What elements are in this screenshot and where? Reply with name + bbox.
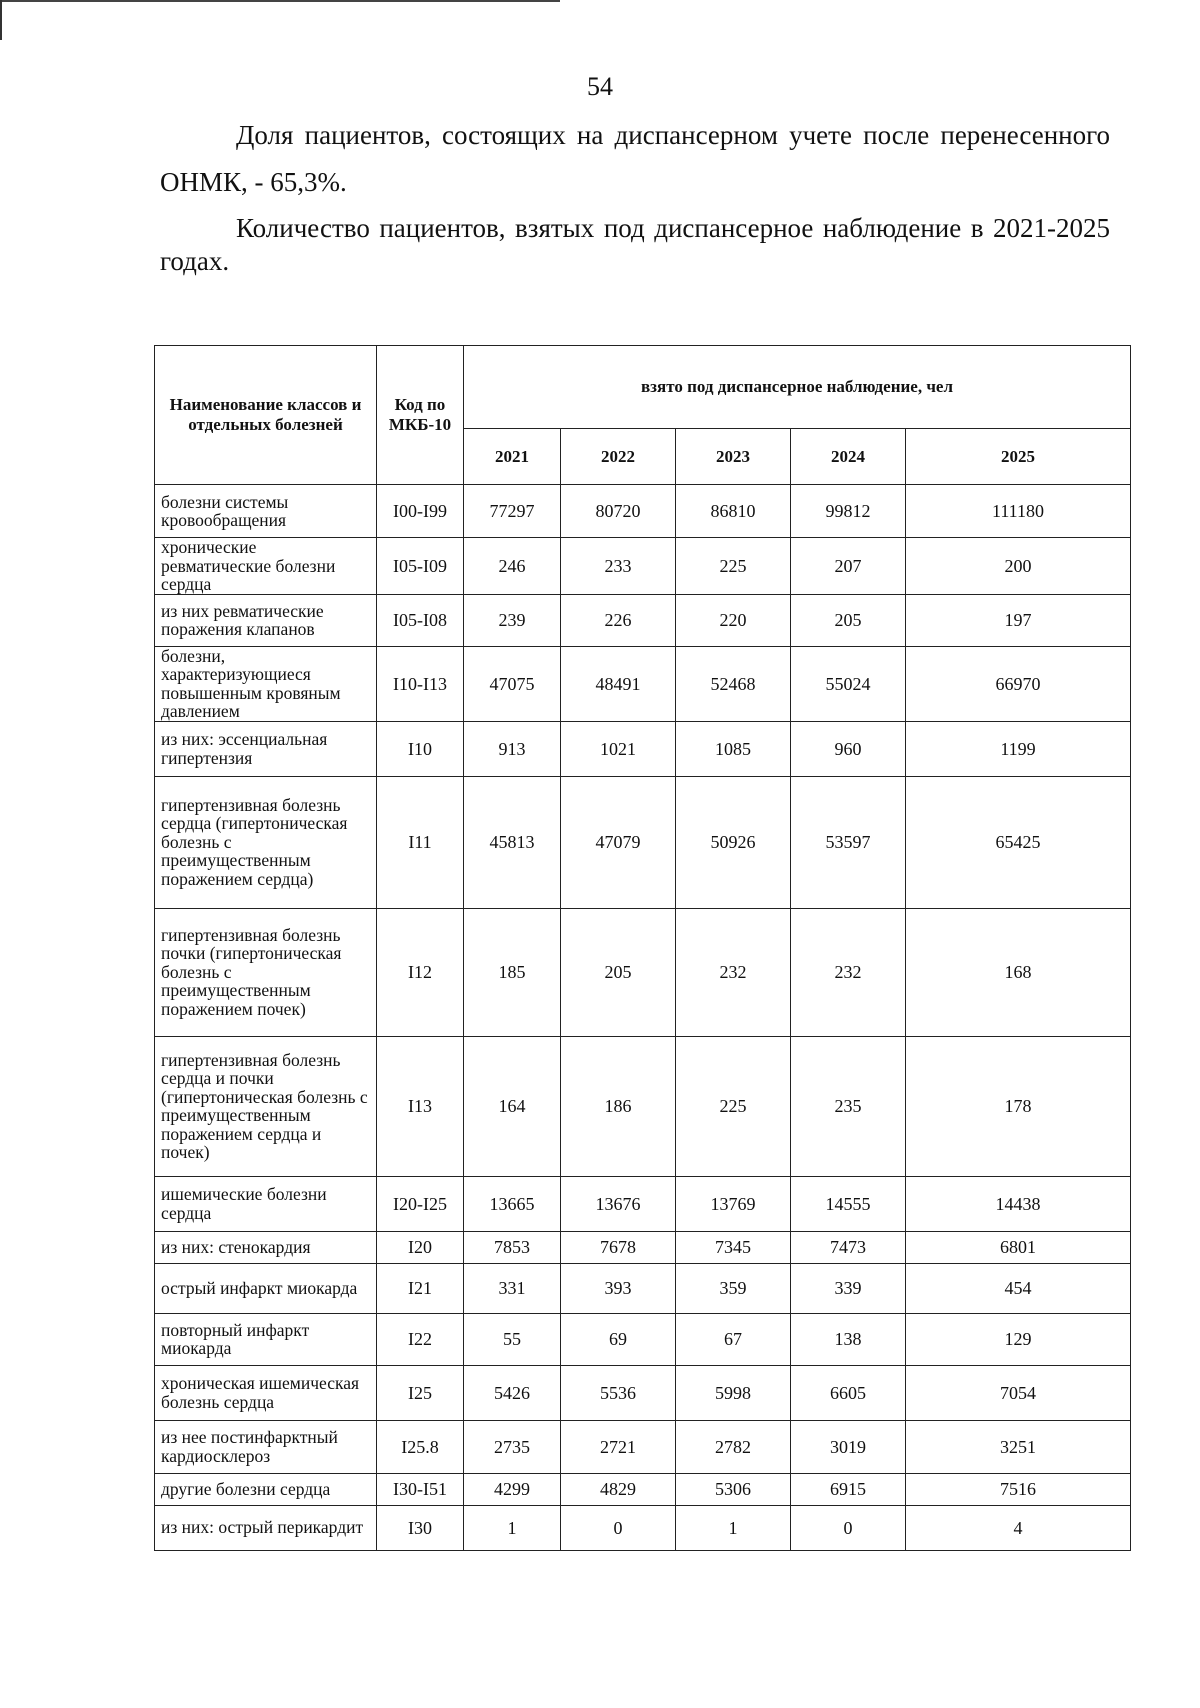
icd-code-cell: I25 xyxy=(377,1365,464,1420)
value-cell: 205 xyxy=(791,594,906,646)
disease-name-cell: хроническая ишемическая болезнь сердца xyxy=(155,1365,377,1420)
icd-code-cell: I10 xyxy=(377,721,464,776)
value-cell: 232 xyxy=(676,908,791,1036)
icd-code-cell: I05-I09 xyxy=(377,538,464,595)
scan-edge-top xyxy=(0,0,560,2)
value-cell: 359 xyxy=(676,1263,791,1313)
table-row xyxy=(155,908,1131,1036)
value-cell: 164 xyxy=(464,1036,561,1176)
icd-code-cell: I11 xyxy=(377,776,464,908)
value-cell: 55 xyxy=(464,1313,561,1365)
header-year: 2021 xyxy=(464,429,561,485)
value-cell: 45813 xyxy=(464,776,561,908)
value-cell: 186 xyxy=(561,1036,676,1176)
value-cell: 6605 xyxy=(791,1365,906,1420)
value-cell: 14438 xyxy=(906,1176,1131,1231)
value-cell: 3019 xyxy=(791,1420,906,1473)
value-cell: 1085 xyxy=(676,721,791,776)
value-cell: 55024 xyxy=(791,646,906,721)
disease-name-cell: гипертензивная болезнь сердца и почки (гипертоническая болезнь с преимущественным поражением сердца и почек) xyxy=(155,1036,377,1176)
header-year: 2024 xyxy=(791,429,906,485)
disease-name-cell: из нее постинфарктный кардиосклероз xyxy=(155,1420,377,1473)
value-cell: 48491 xyxy=(561,646,676,721)
paragraph-count: Количество пациентов, взятых под диспансерное наблюдение в 2021-2025 годах. xyxy=(160,213,1110,276)
value-cell: 331 xyxy=(464,1263,561,1313)
value-cell: 339 xyxy=(791,1263,906,1313)
value-cell: 13676 xyxy=(561,1176,676,1231)
table-row xyxy=(155,776,1131,908)
table-row xyxy=(155,1036,1131,1176)
value-cell: 52468 xyxy=(676,646,791,721)
paragraph-share: Доля пациентов, состоящих на диспансерном учете после перенесенного ОНМК, - 65,3%. xyxy=(160,120,1110,197)
icd-code-cell: I22 xyxy=(377,1313,464,1365)
value-cell: 86810 xyxy=(676,485,791,538)
disease-name-cell: хронические ревматические болезни сердца xyxy=(155,538,377,595)
table-row xyxy=(155,485,1131,538)
value-cell: 6801 xyxy=(906,1231,1131,1263)
table-row xyxy=(155,1313,1131,1365)
value-cell: 80720 xyxy=(561,485,676,538)
table-row xyxy=(155,1263,1131,1313)
table-row xyxy=(155,1505,1131,1550)
value-cell: 232 xyxy=(791,908,906,1036)
icd-code-cell: I12 xyxy=(377,908,464,1036)
icd-code-cell: I05-I08 xyxy=(377,594,464,646)
value-cell: 1199 xyxy=(906,721,1131,776)
value-cell: 66970 xyxy=(906,646,1131,721)
disease-name-cell: другие болезни сердца xyxy=(155,1473,377,1505)
value-cell: 0 xyxy=(791,1505,906,1550)
value-cell: 225 xyxy=(676,1036,791,1176)
value-cell: 197 xyxy=(906,594,1131,646)
value-cell: 168 xyxy=(906,908,1131,1036)
header-group: взято под диспансерное наблюдение, чел xyxy=(464,346,1131,429)
scan-edge-left xyxy=(0,0,2,40)
table-row xyxy=(155,1473,1131,1505)
value-cell: 4829 xyxy=(561,1473,676,1505)
disease-name-cell: гипертензивная болезнь сердца (гипертоническая болезнь с преимущественным поражением сердца) xyxy=(155,776,377,908)
disease-name-cell: острый инфаркт миокарда xyxy=(155,1263,377,1313)
value-cell: 65425 xyxy=(906,776,1131,908)
value-cell: 205 xyxy=(561,908,676,1036)
icd-code-cell: I21 xyxy=(377,1263,464,1313)
value-cell: 0 xyxy=(561,1505,676,1550)
value-cell: 393 xyxy=(561,1263,676,1313)
header-code: Код по МКБ-10 xyxy=(377,346,464,485)
table-row xyxy=(155,594,1131,646)
value-cell: 7853 xyxy=(464,1231,561,1263)
value-cell: 7054 xyxy=(906,1365,1131,1420)
value-cell: 2735 xyxy=(464,1420,561,1473)
page-number: 54 xyxy=(587,72,613,101)
value-cell: 13769 xyxy=(676,1176,791,1231)
value-cell: 233 xyxy=(561,538,676,595)
value-cell: 246 xyxy=(464,538,561,595)
value-cell: 14555 xyxy=(791,1176,906,1231)
value-cell: 111180 xyxy=(906,485,1131,538)
disease-name-cell: из них: стенокардия xyxy=(155,1231,377,1263)
value-cell: 178 xyxy=(906,1036,1131,1176)
disease-name-cell: из них ревматические поражения клапанов xyxy=(155,594,377,646)
disease-name-cell: из них: острый перикардит xyxy=(155,1505,377,1550)
value-cell: 913 xyxy=(464,721,561,776)
value-cell: 5536 xyxy=(561,1365,676,1420)
value-cell: 2782 xyxy=(676,1420,791,1473)
value-cell: 47079 xyxy=(561,776,676,908)
disease-name-cell: болезни системы кровообращения xyxy=(155,485,377,538)
disease-name-cell: болезни, характеризующиеся повышенным кровяным давлением xyxy=(155,646,377,721)
value-cell: 4 xyxy=(906,1505,1131,1550)
value-cell: 5998 xyxy=(676,1365,791,1420)
disease-name-cell: ишемические болезни сердца xyxy=(155,1176,377,1231)
table-row xyxy=(155,1176,1131,1231)
value-cell: 1 xyxy=(464,1505,561,1550)
icd-code-cell: I30 xyxy=(377,1505,464,1550)
value-cell: 5426 xyxy=(464,1365,561,1420)
header-name: Наименование классов и отдельных болезней xyxy=(155,346,377,485)
value-cell: 235 xyxy=(791,1036,906,1176)
icd-code-cell: I30-I51 xyxy=(377,1473,464,1505)
value-cell: 185 xyxy=(464,908,561,1036)
value-cell: 7516 xyxy=(906,1473,1131,1505)
table-row xyxy=(155,1231,1131,1263)
value-cell: 454 xyxy=(906,1263,1131,1313)
value-cell: 7473 xyxy=(791,1231,906,1263)
value-cell: 77297 xyxy=(464,485,561,538)
value-cell: 129 xyxy=(906,1313,1131,1365)
table-row xyxy=(155,538,1131,595)
value-cell: 7345 xyxy=(676,1231,791,1263)
value-cell: 1 xyxy=(676,1505,791,1550)
value-cell: 3251 xyxy=(906,1420,1131,1473)
header-year: 2023 xyxy=(676,429,791,485)
value-cell: 220 xyxy=(676,594,791,646)
value-cell: 225 xyxy=(676,538,791,595)
value-cell: 4299 xyxy=(464,1473,561,1505)
value-cell: 7678 xyxy=(561,1231,676,1263)
disease-name-cell: из них: эссенциальная гипертензия xyxy=(155,721,377,776)
value-cell: 226 xyxy=(561,594,676,646)
disease-name-cell: повторный инфаркт миокарда xyxy=(155,1313,377,1365)
value-cell: 6915 xyxy=(791,1473,906,1505)
icd-code-cell: I25.8 xyxy=(377,1420,464,1473)
value-cell: 13665 xyxy=(464,1176,561,1231)
value-cell: 1021 xyxy=(561,721,676,776)
icd-code-cell: I20 xyxy=(377,1231,464,1263)
value-cell: 50926 xyxy=(676,776,791,908)
icd-code-cell: I20-I25 xyxy=(377,1176,464,1231)
header-year: 2022 xyxy=(561,429,676,485)
value-cell: 53597 xyxy=(791,776,906,908)
disease-name-cell: гипертензивная болезнь почки (гипертоническая болезнь с преимущественным поражением почек) xyxy=(155,908,377,1036)
value-cell: 67 xyxy=(676,1313,791,1365)
dispensary-table xyxy=(154,345,1131,1551)
value-cell: 138 xyxy=(791,1313,906,1365)
table-row xyxy=(155,721,1131,776)
icd-code-cell: I00-I99 xyxy=(377,485,464,538)
value-cell: 239 xyxy=(464,594,561,646)
value-cell: 5306 xyxy=(676,1473,791,1505)
table-row xyxy=(155,646,1131,721)
header-year: 2025 xyxy=(906,429,1131,485)
value-cell: 99812 xyxy=(791,485,906,538)
value-cell: 69 xyxy=(561,1313,676,1365)
value-cell: 47075 xyxy=(464,646,561,721)
icd-code-cell: I10-I13 xyxy=(377,646,464,721)
value-cell: 960 xyxy=(791,721,906,776)
value-cell: 2721 xyxy=(561,1420,676,1473)
table-row xyxy=(155,1365,1131,1420)
table-row xyxy=(155,1420,1131,1473)
value-cell: 200 xyxy=(906,538,1131,595)
value-cell: 207 xyxy=(791,538,906,595)
icd-code-cell: I13 xyxy=(377,1036,464,1176)
